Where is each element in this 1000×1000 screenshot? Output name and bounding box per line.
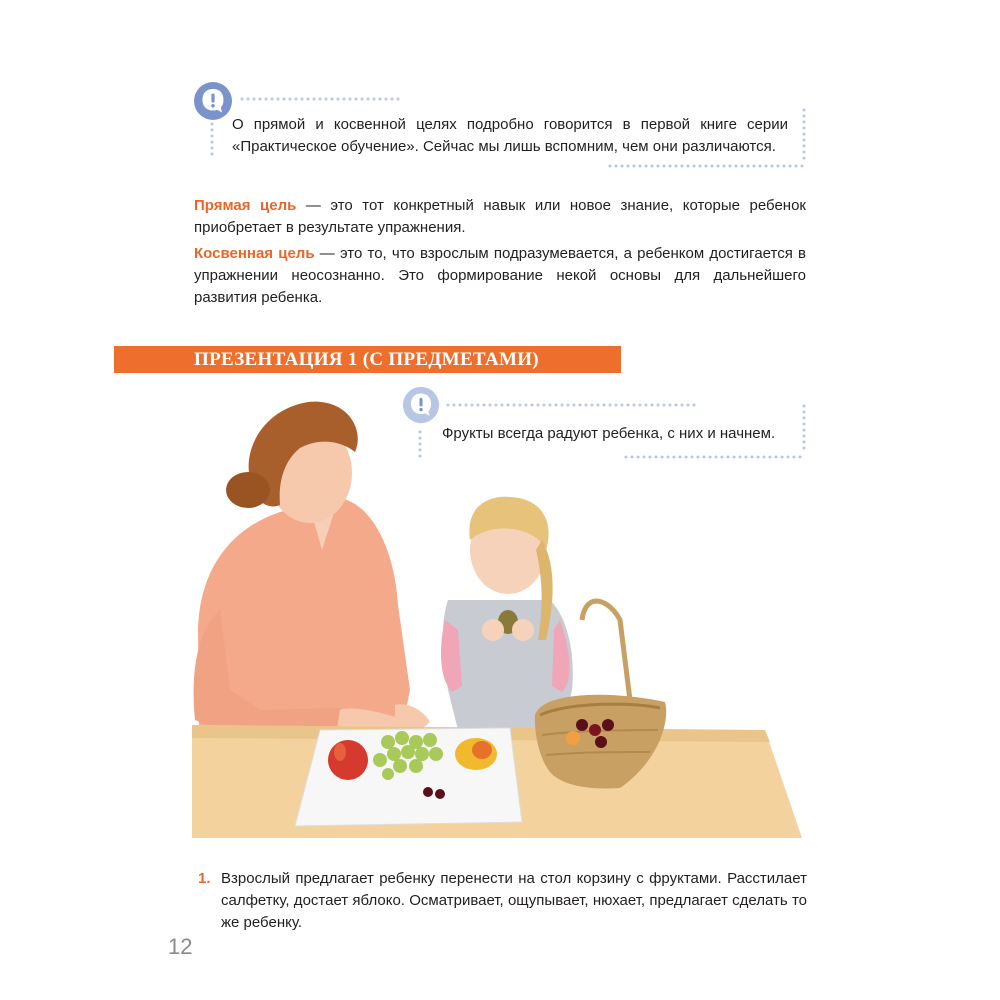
exclamation-speech-icon xyxy=(401,385,441,425)
note-callout-1 xyxy=(190,80,810,170)
step-text: Взрослый предлагает ребенку перенести на стол корзину с фруктами. Расстилает салфетку, достает яблоко. Осматривает, ощупывает, нюхает, предлагает сделать то же ребенку. xyxy=(221,870,807,931)
definition-direct-goal xyxy=(194,195,806,239)
note-callout-2 xyxy=(400,384,810,464)
term-direct-goal: Прямая цель xyxy=(194,197,297,214)
page-number: 12 xyxy=(168,934,193,959)
note-text: Фрукты всегда радуют ребенка, с них и начнем. xyxy=(442,425,776,442)
step-number: 1. xyxy=(198,870,211,887)
term-indirect-goal: Косвенная цель xyxy=(194,245,315,262)
section-title: ПРЕЗЕНТАЦИЯ 1 (С ПРЕДМЕТАМИ) xyxy=(194,349,539,370)
exclamation-speech-icon xyxy=(192,80,234,122)
definition-indirect-goal xyxy=(194,243,806,309)
note-text: О прямой и косвенной целях подробно говорится в первой книге серии «Практическое обучение». Сейчас мы лишь вспомним, чем они различаются. xyxy=(232,116,788,155)
definition-text: — это тот конкретный навык или новое знание, которые ребенок приобретает в результате упражнения. xyxy=(194,197,806,236)
definition-text: — это то, что взрослым подразумевается, а ребенком достигается в упражнении неосознанно. Это формирование некой основы для дальнейшего развития ребенка. xyxy=(194,245,806,306)
